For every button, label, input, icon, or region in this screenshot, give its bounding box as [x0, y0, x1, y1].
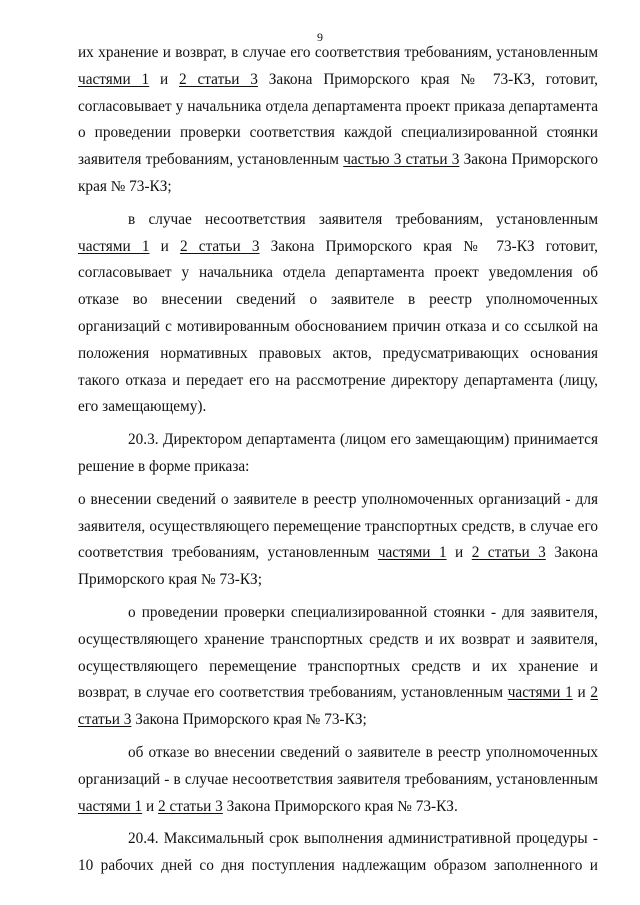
page-number: 9	[317, 30, 323, 44]
text-line	[78, 540, 598, 567]
law-reference-link[interactable]: 2	[590, 684, 598, 702]
text-line	[78, 487, 598, 514]
text-segment: и	[142, 797, 158, 815]
text-segment: об отказе во внесении сведений о заявителе в реестр уполномоченных	[128, 743, 598, 761]
text-segment: Закона Приморского края № 73-КЗ, готовит,	[257, 70, 598, 88]
text-line	[78, 740, 598, 767]
text-segment: осуществляющего хранение транспортных средств и их возврат и заявителя,	[78, 630, 598, 648]
text-line	[78, 207, 598, 234]
text-line	[78, 654, 598, 681]
text-segment: в случае несоответствия заявителя требованиям, установленным	[128, 210, 598, 228]
text-segment: его замещающему).	[78, 398, 207, 416]
text-line	[78, 94, 598, 121]
text-segment: о проведении проверки соответствия каждой специализированной стоянки	[78, 124, 598, 142]
text-line	[78, 794, 598, 821]
text-segment: края № 73-КЗ;	[78, 177, 172, 195]
text-segment: Закона	[545, 544, 598, 562]
text-line	[78, 567, 598, 594]
text-segment: отказе во внесении сведений о заявителе в реестр уполномоченных	[78, 291, 598, 309]
text-segment: соответствия требованиям, установленным	[78, 544, 378, 562]
law-reference-link[interactable]: частями 1	[507, 684, 573, 702]
text-segment: 20.3. Директором департамента (лицом его замещающим) принимается	[128, 431, 598, 449]
text-segment: осуществляющего перемещение транспортных средств и их хранение и	[78, 657, 598, 675]
text-segment: о проведении проверки специализированной стоянки - для заявителя,	[128, 603, 598, 621]
text-segment: заявителя требованиям, установленным	[78, 151, 344, 169]
text-segment: о внесении сведений о заявителе в реестр уполномоченных организаций - для	[78, 490, 598, 508]
text-line	[78, 454, 598, 481]
text-line	[78, 707, 598, 734]
text-line	[78, 287, 598, 314]
text-line	[78, 680, 598, 707]
text-segment: положения нормативных правовых актов, предусматривающих основания	[78, 344, 598, 362]
law-reference-link[interactable]: частями 1	[377, 544, 447, 562]
text-segment: 10 рабочих дней со дня поступления надлежащим образом заполненного и	[78, 857, 598, 875]
text-segment: и	[572, 684, 591, 702]
text-line	[78, 174, 598, 201]
text-segment: такого отказа и передает его на рассмотрение директору департамента (лицу,	[78, 371, 598, 389]
text-segment: организаций - в случае несоответствия заявителя требованиям, установленным	[78, 770, 598, 788]
text-segment: их хранение и возврат, в случае его соответствия требованиям, установленным	[78, 44, 598, 61]
law-reference-link[interactable]: частями 1	[78, 797, 143, 815]
text-line	[78, 147, 598, 174]
text-line	[78, 514, 598, 541]
text-segment: Закона Приморского	[459, 151, 598, 169]
text-line	[78, 826, 598, 853]
text-line	[78, 427, 598, 454]
text-line	[78, 394, 598, 421]
text-line	[78, 627, 598, 654]
document-body	[78, 40, 598, 880]
law-reference-link[interactable]: статьи 3	[78, 711, 132, 729]
text-segment: Закона Приморского края № 73-КЗ.	[222, 797, 458, 815]
text-segment: и	[149, 237, 180, 255]
law-reference-link[interactable]: частями 1	[78, 70, 150, 88]
text-line	[78, 341, 598, 368]
text-segment: и	[149, 70, 180, 88]
text-segment: Закона Приморского края № 73-КЗ;	[131, 711, 367, 729]
law-reference-link[interactable]: 2 статьи 3	[179, 237, 260, 255]
text-line	[78, 314, 598, 341]
law-reference-link[interactable]: 2 статьи 3	[471, 544, 546, 562]
law-reference-link[interactable]: частью 3 статьи 3	[343, 151, 460, 169]
text-segment: возврат, в случае его соответствия требованиям, установленным	[78, 684, 508, 702]
text-line	[78, 600, 598, 627]
law-reference-link[interactable]: 2 статьи 3	[157, 797, 223, 815]
text-segment: согласовывает у начальника отдела департамента проект приказа департамента	[78, 97, 598, 115]
text-line	[78, 120, 598, 147]
law-reference-link[interactable]: 2 статьи 3	[179, 70, 258, 88]
text-segment: 20.4. Максимальный срок выполнения административной процедуры -	[128, 830, 598, 848]
text-segment: заявителя, осуществляющего перемещение транспортных средств, в случае его	[78, 517, 598, 535]
text-line	[78, 260, 598, 287]
text-segment: Приморского края № 73-КЗ;	[78, 571, 262, 589]
text-segment: организаций с мотивированным обоснованием причин отказа и со ссылкой на	[78, 317, 598, 335]
text-segment: решение в форме приказа:	[78, 457, 250, 475]
text-segment: согласовывает у начальника отдела департамента проект уведомления об	[78, 264, 598, 282]
text-line	[78, 67, 598, 94]
text-segment: Закона Приморского края № 73-КЗ готовит,	[259, 237, 598, 255]
text-line	[78, 368, 598, 395]
text-segment: и	[446, 544, 472, 562]
text-line	[78, 853, 598, 880]
law-reference-link[interactable]: частями 1	[78, 237, 150, 255]
text-line	[78, 767, 598, 794]
text-line	[78, 234, 598, 261]
text-line	[78, 40, 598, 67]
